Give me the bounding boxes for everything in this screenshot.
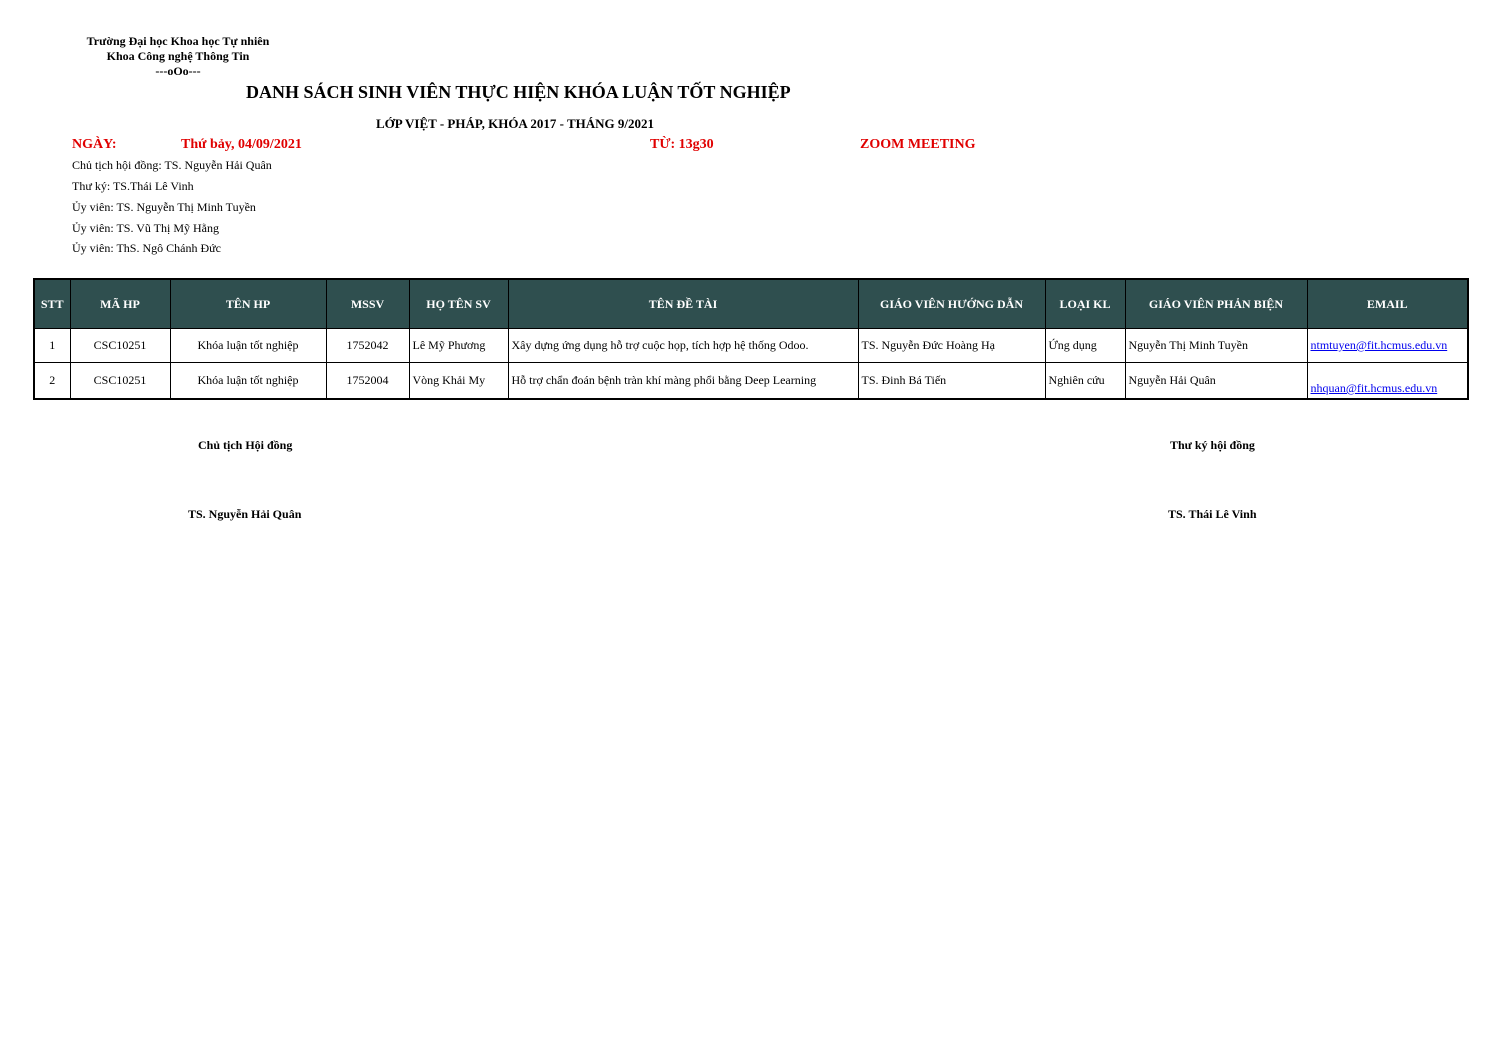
column-header-course-name: TÊN HP <box>170 279 326 329</box>
column-header-reviewer: GIÁO VIÊN PHẢN BIỆN <box>1125 279 1307 329</box>
email-link[interactable]: ntmtuyen@fit.hcmus.edu.vn <box>1310 338 1448 352</box>
row-thesis-title: Xây dựng ứng dụng hỗ trợ cuộc họp, tích hợp hệ thống Odoo. <box>508 329 858 363</box>
row-advisor: TS. Đinh Bá Tiến <box>858 363 1045 400</box>
venue-value: ZOOM MEETING <box>860 137 976 152</box>
column-header-email: EMAIL <box>1307 279 1468 329</box>
row-student-name: Lê Mỹ Phương <box>409 329 508 363</box>
row-course-name: Khóa luận tốt nghiệp <box>170 329 326 363</box>
committee-member: Ủy viên: TS. Nguyễn Thị Minh Tuyền <box>72 200 256 214</box>
column-header-student-id: MSSV <box>326 279 409 329</box>
row-stt: 2 <box>34 363 70 400</box>
email-link[interactable]: nhquan@fit.hcmus.edu.vn <box>1310 381 1438 395</box>
student-table <box>33 278 1469 400</box>
table-row <box>34 363 1468 400</box>
secretary-signature-name: TS. Thái Lê Vinh <box>1168 507 1257 521</box>
committee-member: Ủy viên: TS. Vũ Thị Mỹ Hằng <box>72 221 220 235</box>
row-course-code: CSC10251 <box>70 363 170 400</box>
column-header-stt: STT <box>34 279 70 329</box>
row-student-id: 1752004 <box>326 363 409 400</box>
date-value: Thứ bảy, 04/09/2021 <box>181 137 302 152</box>
chair-signature-title: Chủ tịch Hội đồng <box>198 438 293 452</box>
row-reviewer: Nguyễn Thị Minh Tuyền <box>1125 329 1307 363</box>
document-title: DANH SÁCH SINH VIÊN THỰC HIỆN KHÓA LUẬN TỐT NGHIỆP <box>246 82 791 102</box>
table-header-row <box>34 279 1468 329</box>
row-email-cell <box>1307 363 1468 400</box>
document-subtitle: LỚP VIỆT - PHÁP, KHÓA 2017 - THÁNG 9/2021 <box>376 116 654 131</box>
column-header-thesis-type: LOẠI KL <box>1045 279 1125 329</box>
column-header-student-name: HỌ TÊN SV <box>409 279 508 329</box>
committee-secretary: Thư ký: TS.Thái Lê Vinh <box>72 179 194 193</box>
time-value: TỪ: 13g30 <box>650 137 714 152</box>
row-course-name: Khóa luận tốt nghiệp <box>170 363 326 400</box>
row-thesis-type: Ứng dụng <box>1045 329 1125 363</box>
column-header-thesis-title: TÊN ĐỀ TÀI <box>508 279 858 329</box>
committee-member: Ủy viên: ThS. Ngô Chánh Đức <box>72 241 221 255</box>
row-thesis-type: Nghiên cứu <box>1045 363 1125 400</box>
secretary-signature-title: Thư ký hội đồng <box>1170 438 1255 452</box>
row-thesis-title: Hỗ trợ chẩn đoán bệnh tràn khí màng phổi bằng Deep Learning <box>508 363 858 400</box>
row-course-code: CSC10251 <box>70 329 170 363</box>
chair-signature-name: TS. Nguyễn Hải Quân <box>188 507 302 521</box>
column-header-advisor: GIÁO VIÊN HƯỚNG DẪN <box>858 279 1045 329</box>
column-header-course-code: MÃ HP <box>70 279 170 329</box>
row-student-id: 1752042 <box>326 329 409 363</box>
row-stt: 1 <box>34 329 70 363</box>
school-name: Trường Đại học Khoa học Tự nhiên <box>86 34 270 48</box>
date-label: NGÀY: <box>72 137 117 152</box>
faculty-name: Khoa Công nghệ Thông Tin <box>106 49 250 63</box>
row-advisor: TS. Nguyễn Đức Hoàng Hạ <box>858 329 1045 363</box>
row-email-cell <box>1307 329 1468 363</box>
row-reviewer: Nguyễn Hải Quân <box>1125 363 1307 400</box>
header-separator: ---oOo--- <box>155 64 201 78</box>
committee-chair: Chủ tịch hội đồng: TS. Nguyễn Hải Quân <box>72 158 272 172</box>
table-row <box>34 329 1468 363</box>
row-student-name: Vòng Khải My <box>409 363 508 400</box>
